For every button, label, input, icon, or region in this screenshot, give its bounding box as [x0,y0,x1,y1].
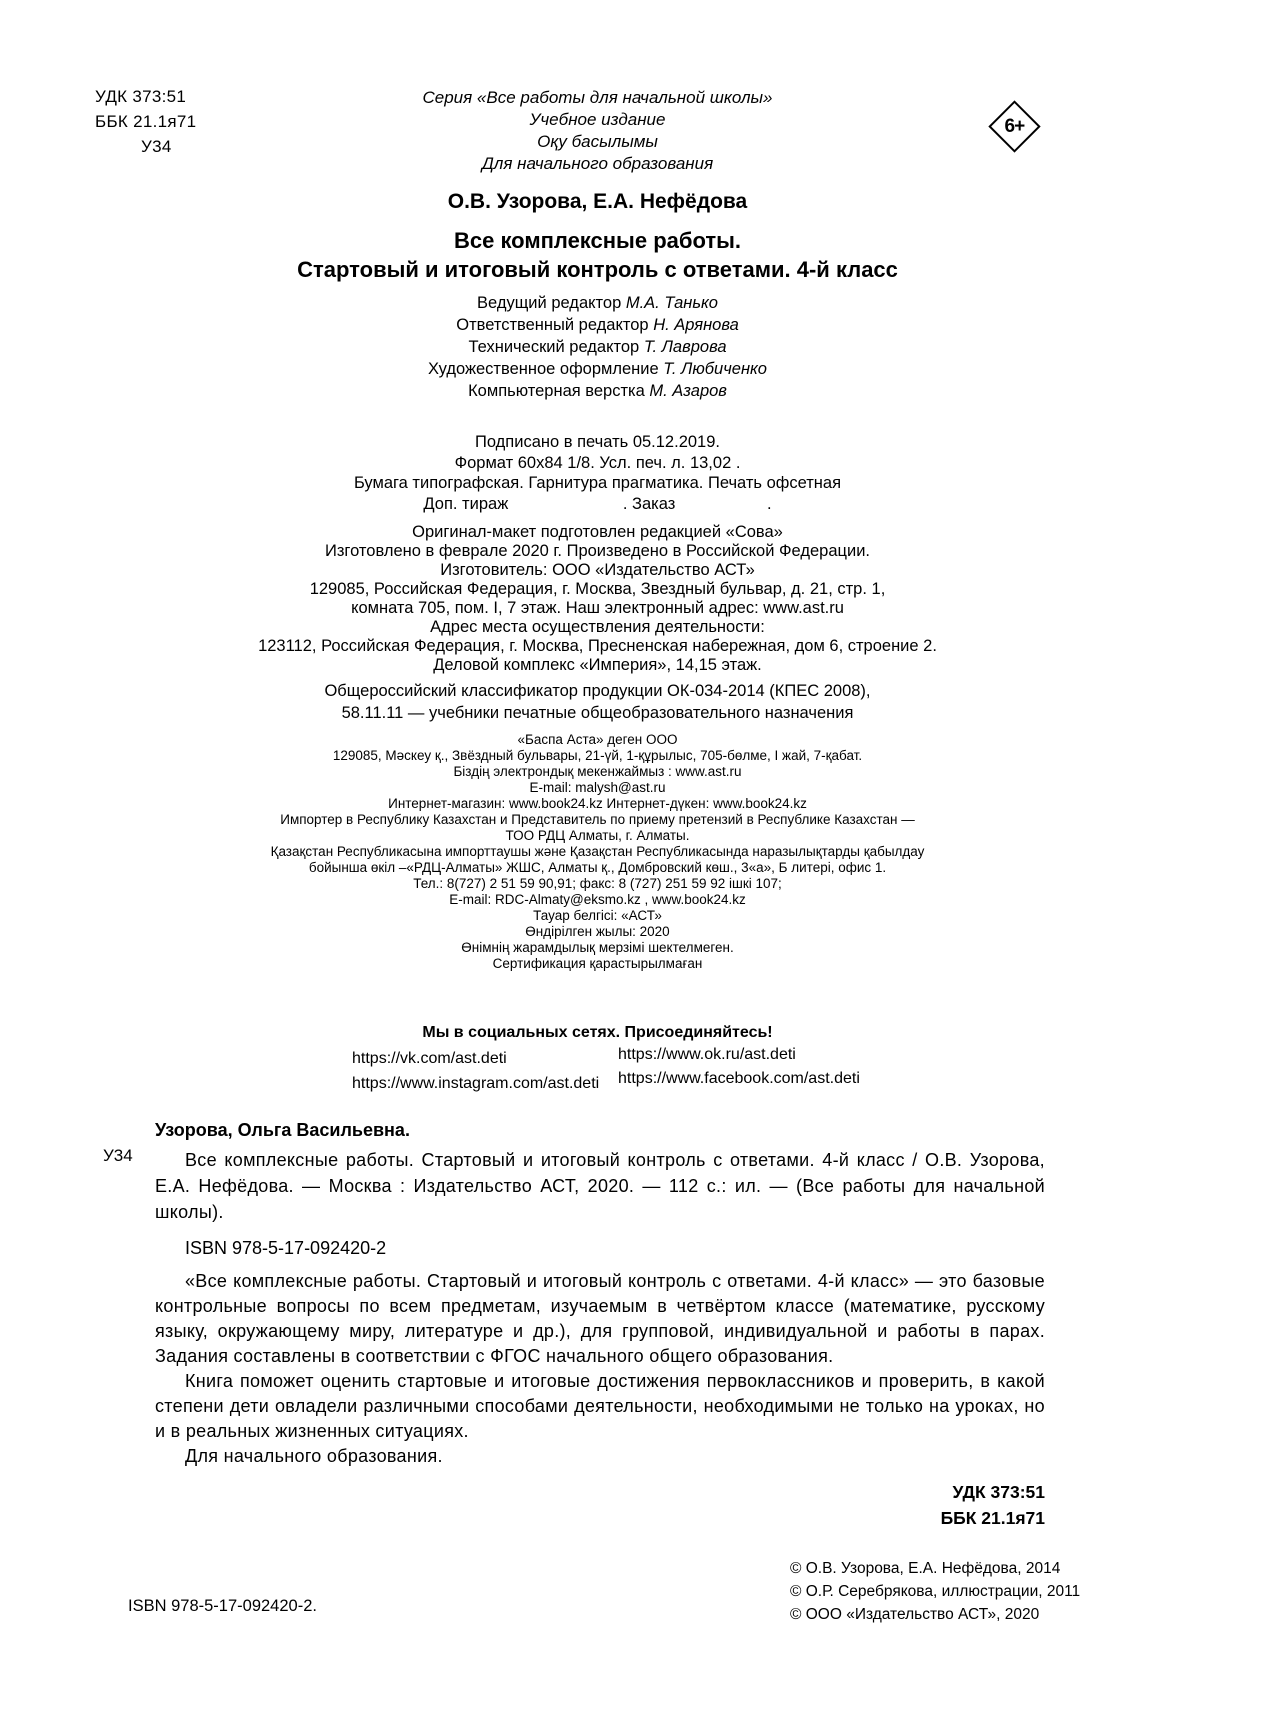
kazakh-line: ТОО РДЦ Алматы, г. Алматы. [505,828,690,843]
production-info-block [60,523,1135,675]
isbn-catalog: ISBN 978-5-17-092420-2 [185,1238,387,1258]
series-line: Для начального образования [481,154,714,173]
catalog-description: Все комплексные работы. Стартовый и итоговый контроль с ответами. 4-й класс / О.В. Узорова, Е.А. Нефёдова. — Москва : Издательство АСТ, 2020. — 112 с.: ил. — (Все работы для начальной школы). [155,1150,1045,1222]
production-line: 123112, Российская Федерация, г. Москва, Пресненская набережная, дом 6, строение 2. [258,637,937,655]
staff-line: Технический редактор Т. Лаврова [468,338,727,356]
classifier-line: 58.11.11 — учебники печатные общеобразовательного назначения [341,703,854,722]
kazakh-line: Біздің электрондық мекенжаймыз : www.ast.ru [453,764,742,779]
isbn-bottom: ISBN 978-5-17-092420-2. [128,1597,317,1615]
catalog-entry-block [155,1120,1045,1469]
social-networks-heading: Мы в социальных сетях. Присоединяйтесь! [422,1024,773,1041]
book-title-line: Все комплексные работы. [453,228,742,253]
annotation-paragraph: «Все комплексные работы. Стартовый и итоговый контроль с ответами. 4-й класс» — это базовые контрольные вопросы по всем предметам, изучаемым в четвёртом классе (математике, русскому языку, окружающему миру, литературе и др.), для групповой, индивидуальной и работы в парах. Задания составлены в соответствии с ФГОС начального общего образования. [155,1271,1045,1366]
social-link-ok: https://www.ok.ru/ast.deti [618,1046,796,1063]
udk-code-bottom: УДК 373:51 [952,1482,1045,1502]
classifier-line: Общероссийский классификатор продукции ОК-034-2014 (КПЕС 2008), [324,682,871,700]
copyright-line: © О.Р. Серебрякова, иллюстрации, 2011 [790,1583,1081,1600]
book-authors: О.В. Узорова, Е.А. Нефёдова [447,190,748,213]
kazakh-line: Интернет-магазин: www.book24.kz Интернет-дүкен: www.book24.kz [388,796,807,811]
production-line: 129085, Российская Федерация, г. Москва, Звездный бульвар, д. 21, стр. 1, [309,580,886,598]
bbk-code-top: ББК 21.1я71 [95,112,197,131]
author-sign-catalog: У34 [103,1146,133,1165]
kazakh-line: «Баспа Аста» деген ООО [517,732,678,747]
print-info-line: Доп. тираж . Заказ . [423,494,772,513]
print-info-line: Подписано в печать 05.12.2019. [475,433,720,451]
staff-line: Ведущий редактор М.А. Танько [477,294,718,312]
kazakh-line: 129085, Мәскеу қ., Звёздный бульвары, 21-үй, 1-құрылыс, 705-бөлме, I жай, 7-қабат. [332,748,863,763]
series-block [60,87,1135,175]
annotation-paragraph: Книга поможет оценить стартовые и итоговые достижения первоклассников и проверить, в какой степени дети овладели различными способами деятельности, необходимыми не только на уроках, но и в реальных жизненных ситуациях. [155,1371,1045,1441]
social-links-right [618,1043,860,1091]
production-line: Оригинал-макет подготовлен редакцией «Сова» [412,523,783,541]
kazakh-line: Қазақстан Республикасына импорттаушы және Қазақстан Республикасында наразылықтарды қабылдау [270,844,925,859]
kazakh-line: Өндірілген жылы: 2020 [525,924,670,939]
production-line: комната 705, пом. I, 7 этаж. Наш электронный адрес: www.ast.ru [351,599,844,617]
copyright-block [790,1557,1080,1626]
catalog-author-heading: Узорова, Ольга Васильевна. [155,1120,410,1140]
staff-line: Художественное оформление Т. Любиченко [428,360,767,378]
series-line: Серия «Все работы для начальной школы» [422,88,773,107]
print-info-block [60,432,1135,514]
staff-line: Компьютерная верстка М. Азаров [468,382,727,400]
series-line: Учебное издание [529,110,666,129]
udk-code-top: УДК 373:51 [95,87,187,106]
production-line: Изготовитель: ООО «Издательство АСТ» [440,561,755,579]
kazakh-line: Сертификация қарастырылмаған [492,956,703,971]
social-links-left [352,1046,599,1096]
kazakh-line: Импортер в Республику Казахстан и Представитель по приему претензий в Республике Казахстан — [280,812,915,827]
kazakh-line: Тауар белгісі: «АСТ» [533,908,662,923]
age-rating-label: 6+ [1004,115,1025,137]
production-line: Адрес места осуществления деятельности: [430,618,765,636]
social-link-instagram: https://www.instagram.com/ast.deti [352,1075,600,1092]
book-title-line: Стартовый и итоговый контроль с ответами. 4-й класс [297,257,898,282]
print-info-line: Бумага типографская. Гарнитура прагматика. Печать офсетная [353,474,842,492]
annotation-paragraph: Для начального образования. [185,1446,443,1466]
production-line: Деловой комплекс «Империя», 14,15 этаж. [433,656,762,674]
print-info-line: Формат 60х84 1/8. Усл. печ. л. 13,02 . [454,453,741,472]
classifier-block [60,681,1135,724]
social-link-vk: https://vk.com/ast.deti [352,1050,507,1067]
series-line: Оқу басылымы [537,132,658,151]
kazakh-line: E-mail: RDC-Almaty@eksmo.kz , www.book24.kz [449,892,746,907]
bottom-classification-codes [941,1479,1045,1531]
kazakh-line: Өнімнің жарамдылық мерзімі шектелмеген. [461,940,734,955]
social-link-facebook: https://www.facebook.com/ast.deti [618,1070,860,1087]
copyright-line: © ООО «Издательство АСТ», 2020 [790,1606,1040,1623]
title-block [60,190,1135,284]
bbk-code-bottom: ББК 21.1я71 [940,1508,1045,1528]
kazakh-line: Тел.: 8(727) 2 51 59 90,91; факс: 8 (727) 251 59 92 ішкі 107; [413,876,782,891]
copyright-line: © О.В. Узорова, Е.А. Нефёдова, 2014 [790,1560,1061,1577]
kazakh-line: E-mail: malysh@ast.ru [529,780,666,795]
kazakhstan-info-block [60,732,1135,972]
editorial-staff-block [60,292,1135,402]
staff-line: Ответственный редактор Н. Арянова [456,316,739,334]
book-title [60,226,1135,284]
kazakh-line: бойынша өкіл –«РДЦ-Алматы» ЖШС, Алматы қ., Домбровский көш., 3«а», Б литері, офис 1. [308,860,887,875]
author-sign-top: У34 [141,137,172,156]
production-line: Изготовлено в феврале 2020 г. Произведено в Российской Федерации. [325,542,870,560]
